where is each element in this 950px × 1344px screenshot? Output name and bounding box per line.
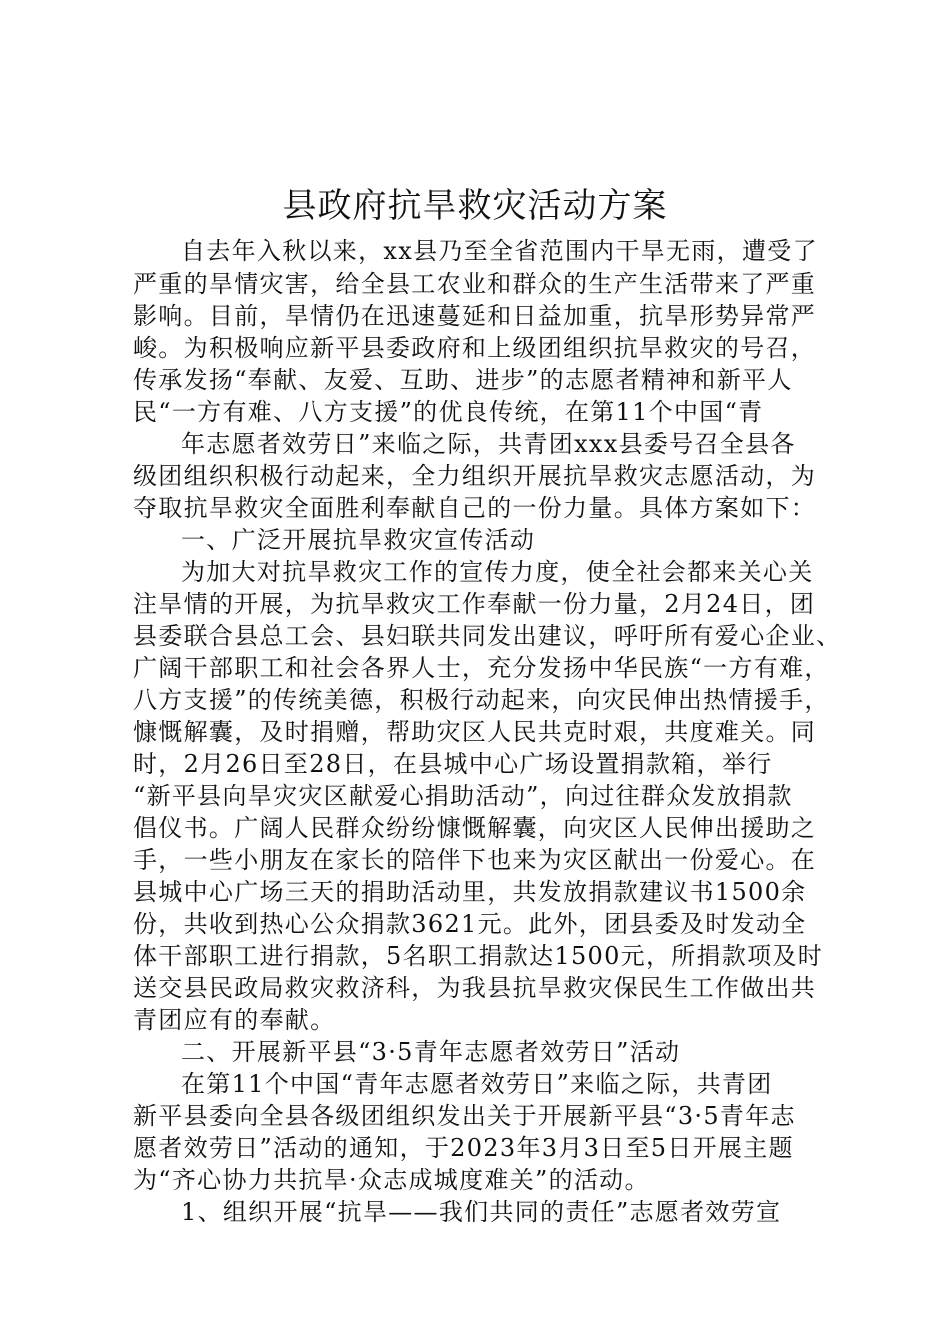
text-line: “新平县向旱灾灾区献爱心捐助活动”，向过往群众发放捐款 [133, 782, 793, 810]
text-line: 影响。目前，旱情仍在迅速蔓延和日益加重，抗旱形势异常严 [133, 302, 817, 330]
text-line: 广阔干部职工和社会各界人士，充分发扬中华民族“一方有难， [133, 654, 830, 682]
text-line: 年志愿者效劳日”来临之际，共青团xxx县委号召全县各 [181, 430, 796, 458]
text-line: 送交县民政局救灾救济科，为我县抗旱救灾保民生工作做出共 [133, 974, 817, 1002]
text-line: 严重的旱情灾害，给全县工农业和群众的生产生活带来了严重 [133, 270, 817, 298]
text-line: 时，2月26日至28日，在县城中心广场设置捐款箱，举行 [133, 750, 773, 778]
text-line: 慷慨解囊，及时捐赠，帮助灾区人民共克时艰，共度难关。同 [133, 718, 817, 746]
text-line: 自去年入秋以来，xx县乃至全省范围内干旱无雨，遭受了 [181, 237, 818, 265]
text-line: 手，一些小朋友在家长的陪伴下也来为灾区献出一份爱心。在 [133, 846, 817, 874]
text-line: 青团应有的奉献。 [133, 1006, 336, 1034]
text-line: 民“一方有难、八方支援”的优良传统，在第11个中国“青 [133, 398, 764, 426]
document-title: 县政府抗旱救灾活动方案 [282, 186, 668, 226]
text-line: 注旱情的开展，为抗旱救灾工作奉献一份力量，2月24日，团 [133, 590, 816, 618]
text-line: 愿者效劳日”活动的通知，于2023年3月3日至5日开展主题 [133, 1134, 794, 1162]
text-line: 为“齐心协力共抗旱·众志成城度难关”的活动。 [133, 1166, 650, 1194]
text-line: 体干部职工进行捐款，5名职工捐款达1500元，所捐款项及时 [133, 942, 824, 970]
text-line: 八方支援”的传统美德，积极行动起来，向灾民伸出热情援手， [133, 686, 830, 714]
text-line: 新平县委向全县各级团组织发出关于开展新平县“3·5青年志 [133, 1102, 796, 1130]
text-line: 夺取抗旱救灾全面胜利奉献自己的一份力量。具体方案如下： [133, 494, 817, 522]
text-line: 在第11个中国“青年志愿者效劳日”来临之际，共青团 [181, 1070, 773, 1098]
text-line: 为加大对抗旱救灾工作的宣传力度，使全社会都来关心关 [181, 558, 814, 586]
section-heading-1: 一、广泛开展抗旱救灾宣传活动 [181, 526, 536, 554]
text-line: 份，共收到热心公众捐款3621元。此外，团县委及时发动全 [133, 910, 807, 938]
section-heading-2: 二、开展新平县“3·5青年志愿者效劳日”活动 [181, 1038, 681, 1066]
text-line: 1、组织开展“抗旱——我们共同的责任”志愿者效劳宣 [181, 1198, 782, 1226]
text-line: 县委联合县总工会、县妇联共同发出建议，呼吁所有爱心企业、 [133, 622, 842, 650]
text-line: 传承发扬“奉献、友爱、互助、进步”的志愿者精神和新平人 [133, 366, 793, 394]
text-line: 县城中心广场三天的捐助活动里，共发放捐款建议书1500余 [133, 878, 807, 906]
text-line: 倡仪书。广阔人民群众纷纷慷慨解囊，向灾区人民伸出援助之 [133, 814, 817, 842]
text-line: 峻。为积极响应新平县委政府和上级团组织抗旱救灾的号召， [133, 334, 817, 362]
text-line: 级团组织积极行动起来，全力组织开展抗旱救灾志愿活动，为 [133, 462, 817, 490]
